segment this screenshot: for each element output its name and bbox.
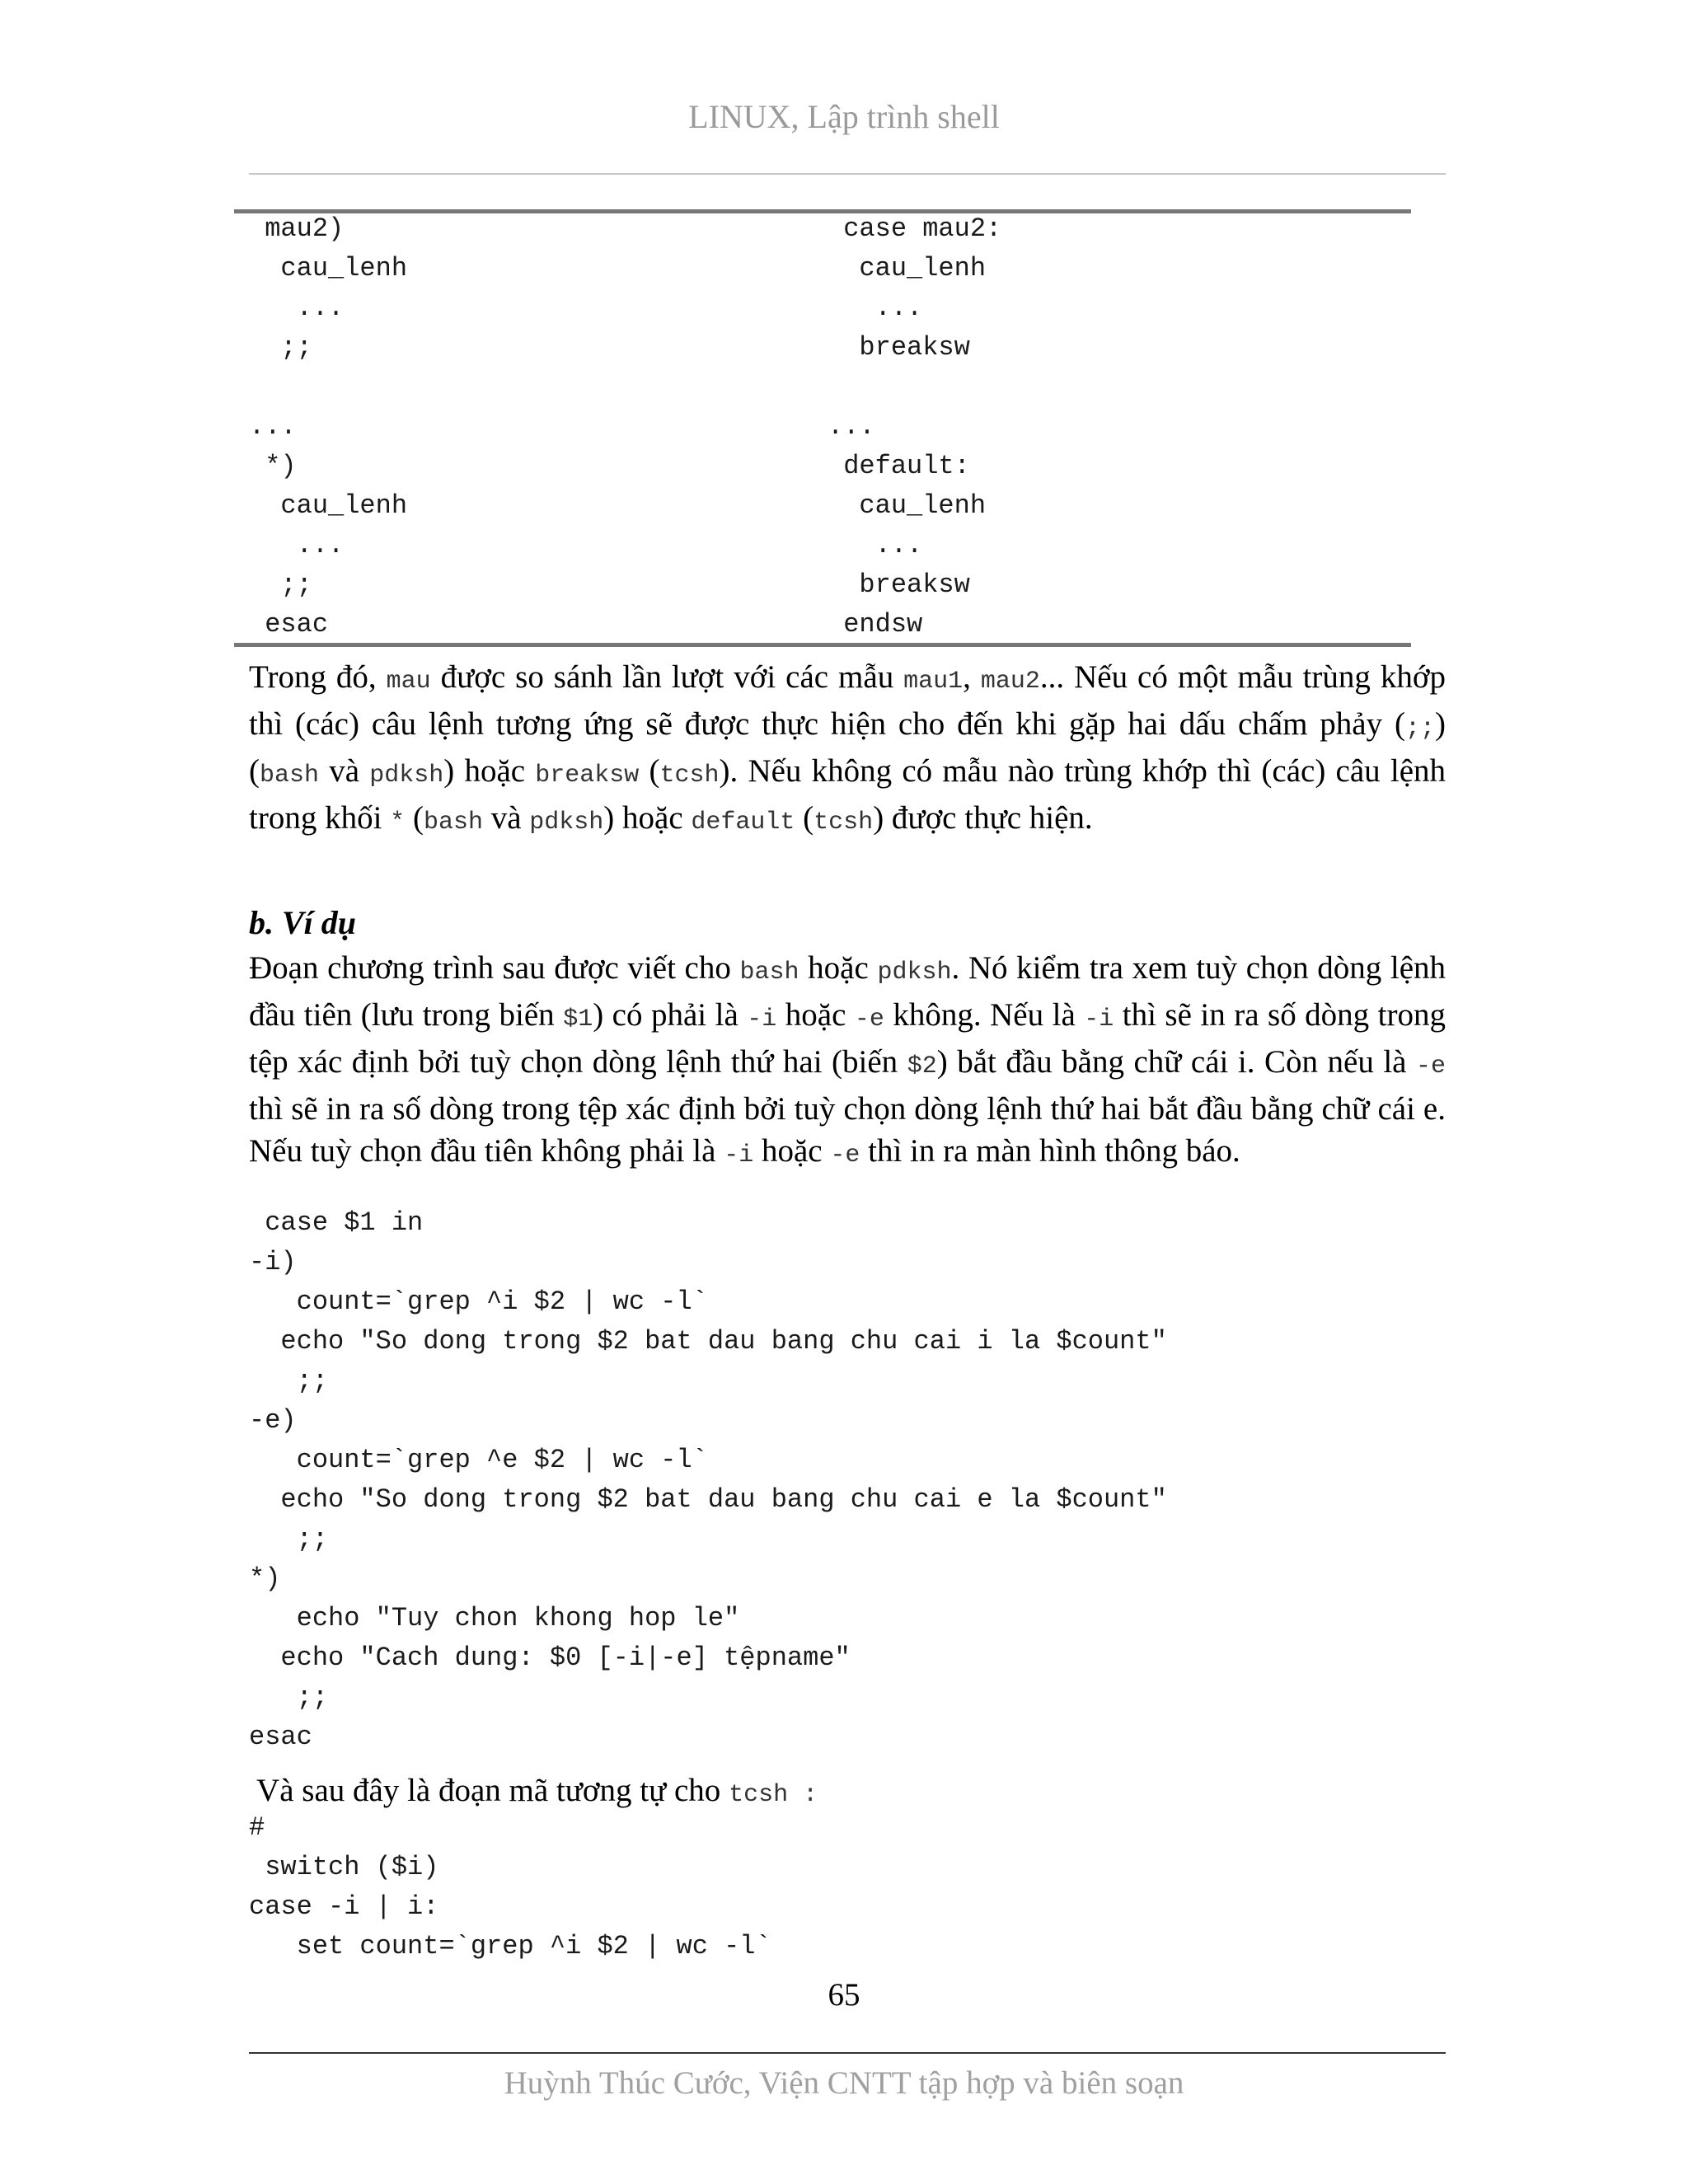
header-divider <box>249 173 1446 175</box>
syntax-line: ... <box>828 411 875 442</box>
syntax-line: cau_lenh <box>828 253 987 284</box>
example-intro-paragraph: Đoạn chương trình sau được viết cho bash hoặc pdksh. Nó kiểm tra xem tuỳ chọn dòng lệnh đầu tiên (lưu trong biến $1) có phải là -i hoặc -e không. Nếu là -i thì sẽ in ra số dòng trong tệp xác định bởi tuỳ chọn dòng lệnh thứ hai (biến $2) bắt đầu bằng chữ cái i. Còn nếu là -e thì sẽ in ra số dòng trong tệp xác định bởi tuỳ chọn dòng lệnh thứ hai bắt đầu bằng chữ cái e. Nếu tuỳ chọn đầu tiên không phải là -i hoặc -e thì in ra màn hình thông báo. <box>249 950 1447 1169</box>
syntax-line: esac <box>249 609 329 640</box>
running-header: LINUX, Lập trình shell <box>688 98 1000 135</box>
syntax-line: ... <box>249 530 345 560</box>
footer-divider <box>249 2052 1446 2054</box>
table-bottom-rule <box>234 643 1411 647</box>
syntax-line: ... <box>249 411 297 442</box>
syntax-line <box>249 368 407 407</box>
explanation-paragraph: Trong đó, mau được so sánh lần lượt với các mẫu mau1, mau2... Nếu có một mẫu trùng khớp thì (các) câu lệnh tương ứng sẽ được thực hiện cho đến khi gặp hai dấu chấm phảy (;;) (bash và pdksh) hoặc breaksw (tcsh). Nếu không có mẫu nào trùng khớp thì (các) câu lệnh trong khối * (bash và pdksh) hoặc default (tcsh) được thực hiện. <box>249 659 1447 837</box>
syntax-line: cau_lenh <box>249 490 408 521</box>
syntax-line <box>828 368 1001 407</box>
tcsh-syntax-column <box>828 209 1001 644</box>
section-heading: b. Ví dụ <box>249 904 357 941</box>
syntax-line: ... <box>828 530 923 560</box>
bash-code-block: case $1 in -i) count=`grep ^i $2 | wc -l` echo "So dong trong $2 bat dau bang chu cai i la $count" ;; -e) count=`grep ^e $2 | wc -l` echo "So dong trong $2 bat dau bang chu cai e la $count" ;; *) echo "Tuy chon khong hop le" echo "Cach dung: $0 [-i|-e] tệpname" ;; esac <box>249 1207 1167 1752</box>
syntax-line: *) <box>249 451 297 481</box>
syntax-line: mau2) <box>249 213 345 244</box>
running-footer: Huỳnh Thúc Cước, Viện CNTT tập hợp và biên soạn <box>504 2065 1184 2101</box>
tcsh-intro-line: Và sau đây là đoạn mã tương tự cho tcsh : <box>249 1773 818 1809</box>
tcsh-code-block: # switch ($i) case -i | i: set count=`grep ^i $2 | wc -l` <box>249 1812 771 1961</box>
syntax-line: ;; <box>249 332 312 363</box>
table-top-rule <box>234 209 1411 213</box>
syntax-line: default: <box>828 451 970 481</box>
syntax-line: cau_lenh <box>249 253 408 284</box>
syntax-line: breaksw <box>828 569 970 600</box>
syntax-line: breaksw <box>828 332 970 363</box>
syntax-line: ... <box>249 293 345 323</box>
syntax-line: cau_lenh <box>828 490 987 521</box>
bash-syntax-column <box>249 209 407 644</box>
syntax-line: ;; <box>249 569 312 600</box>
syntax-line: ... <box>828 293 923 323</box>
syntax-line: endsw <box>828 609 923 640</box>
syntax-line: case mau2: <box>828 213 1002 244</box>
page-number: 65 <box>828 1977 860 2013</box>
